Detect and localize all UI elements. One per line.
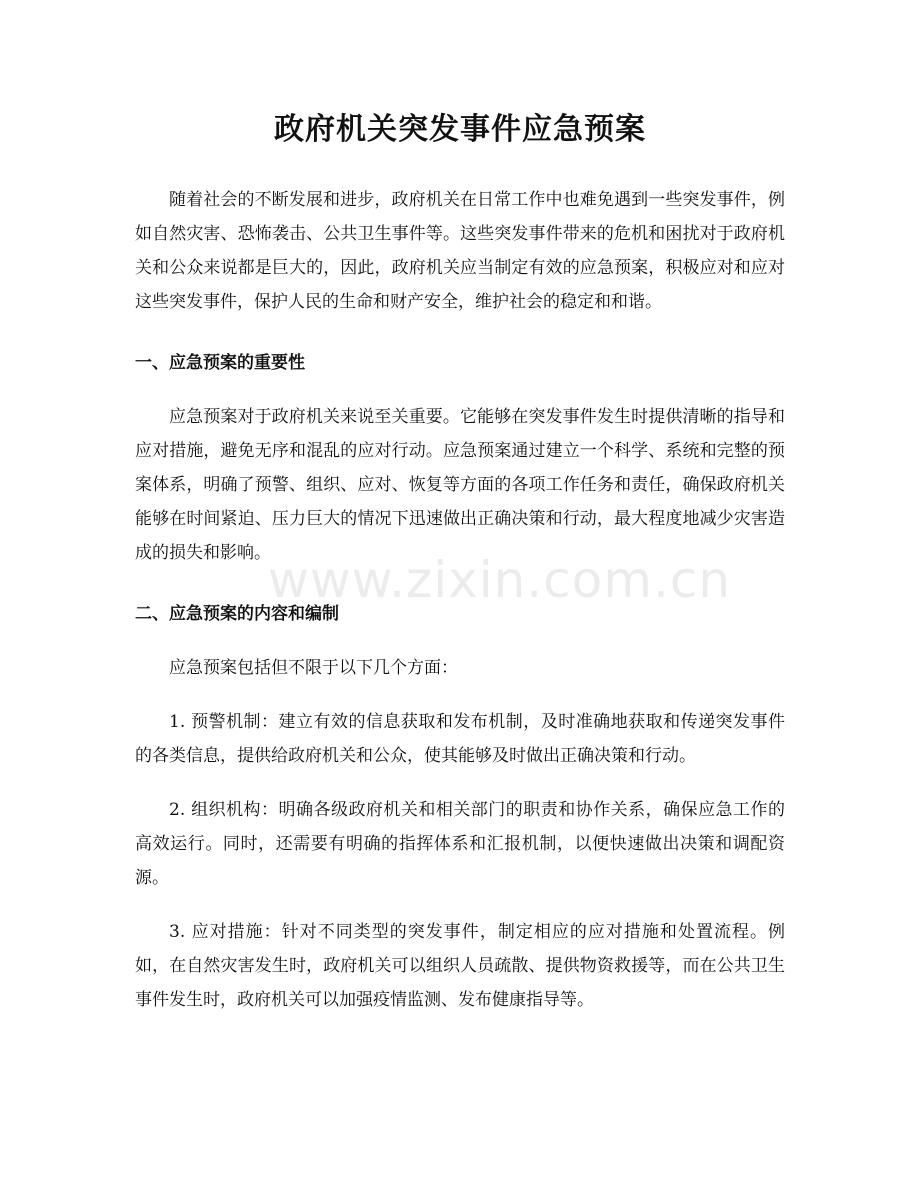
- list-item-warning: 1. 预警机制：建立有效的信息获取和发布机制，及时准确地获取和传递突发事件的各类信息，提供给政府机关和公众，使其能够及时做出正确决策和行动。: [135, 712, 785, 766]
- list-item-organization: 2. 组织机构：明确各级政府机关和相关部门的职责和协作关系，确保应急工作的高效运行。同时，还需要有明确的指挥体系和汇报机制，以便快速做出决策和调配资源。: [135, 800, 785, 888]
- intro-paragraph: 随着社会的不断发展和进步，政府机关在日常工作中也难免遇到一些突发事件，例如自然灾害、恐怖袭击、公共卫生事件等。这些突发事件带来的危机和困扰对于政府机关和公众来说都是巨大的，因此，政府机关应当制定有效的应急预案，积极应对和应对这些突发事件，保护人民的生命和财产安全，维护社会的稳定和和谐。: [135, 190, 785, 312]
- section-heading-content: 二、应急预案的内容和编制: [135, 604, 339, 624]
- section-heading-importance: 一、应急预案的重要性: [135, 353, 305, 373]
- importance-paragraph: 应急预案对于政府机关来说至关重要。它能够在突发事件发生时提供清晰的指导和应对措施，避免无序和混乱的应对行动。应急预案通过建立一个科学、系统和完整的预案体系，明确了预警、组织、应对、恢复等方面的各项工作任务和责任，确保政府机关能够在时间紧迫、压力巨大的情况下迅速做出正确决策和行动，最大程度地减少灾害造成的损失和影响。: [135, 407, 785, 563]
- content-intro-paragraph: 应急预案包括但不限于以下几个方面：: [169, 658, 458, 678]
- list-item-measures: 3. 应对措施：针对不同类型的突发事件，制定相应的应对措施和处置流程。例如，在自然灾害发生时，政府机关可以组织人员疏散、提供物资救援等，而在公共卫生事件发生时，政府机关可以加强疫情监测、发布健康指导等。: [135, 922, 785, 1010]
- document-title: 政府机关突发事件应急预案: [274, 112, 646, 147]
- watermark-text: www.zixin.com.cn: [268, 551, 732, 609]
- document-body: [135, 183, 785, 1017]
